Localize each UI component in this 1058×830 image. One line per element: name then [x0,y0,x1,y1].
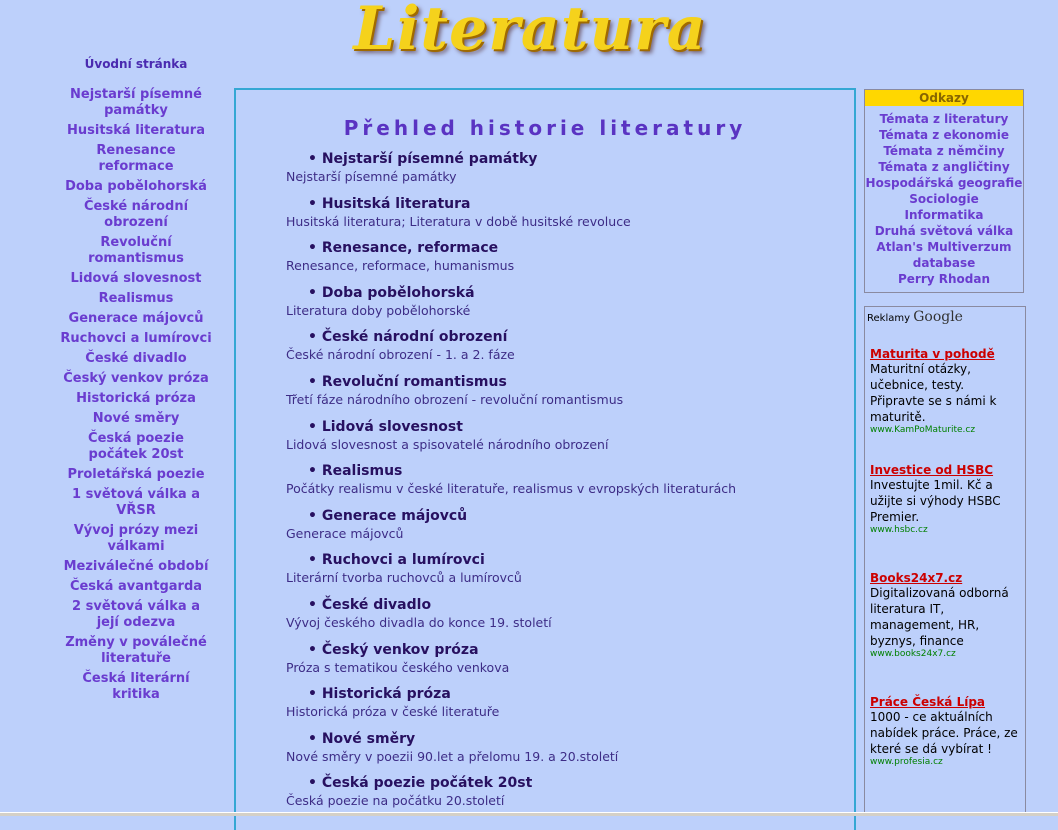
topic-entry [286,150,846,195]
ad-title[interactable]: Maturita v pohodě [870,347,995,361]
topic-description: Generace májovců [286,525,404,541]
topic-entry [286,507,846,552]
topic-description: Renesance, reformace, humanismus [286,258,515,274]
ad-item [870,695,1020,767]
nav-item[interactable]: Ruchovci a lumírovci [60,331,212,346]
nav-home-link[interactable]: Úvodní stránka [84,57,188,71]
ads-label: Reklamy [867,313,911,324]
ad-title[interactable]: Investice od HSBC [870,463,994,477]
topic-title[interactable]: Doba pobělohorská [321,284,475,301]
topic-title[interactable]: Česká poezie počátek 20st [321,775,533,792]
topic-entry [286,239,846,284]
topic-entry [286,730,846,775]
topic-entry [286,284,846,329]
topic-description: Vývoj českého divadla do konce 19. století [286,614,552,630]
links-box [864,89,1024,293]
topic-description: Nejstarší písemné památky [286,169,457,184]
topic-entry [286,462,846,507]
topic-description: Literární tvorba ruchovců a lumírovců [286,570,522,586]
link-item[interactable]: Druhá světová válka [874,224,1014,238]
google-logo: Google [913,309,963,325]
topic-link[interactable]: • Doba pobělohorská [308,284,475,301]
topic-link[interactable]: • Husitská literatura [308,195,471,212]
ad-description: Investujte 1mil. Kč a užijte si výhody HSBC Premier. [870,478,1001,524]
topic-entry [286,195,846,240]
link-item[interactable]: Atlan's Multiverzum database [876,240,1012,270]
ad-description: Maturitní otázky, učebnice, testy. Připravte se s námi k maturitě. [870,362,997,424]
nav-item[interactable]: Husitská literatura [66,123,205,138]
topic-list [286,150,846,819]
nav-item[interactable]: Renesance reformace [96,143,176,174]
topic-link[interactable]: • Renesance, reformace [308,240,499,257]
ad-item [870,571,1020,659]
topic-title[interactable]: Ruchovci a lumírovci [321,552,485,569]
nav-item[interactable]: Nové směry [92,411,180,426]
topic-link[interactable]: • Historická próza [308,686,451,703]
nav-item[interactable]: Historická próza [76,391,196,406]
topic-title[interactable]: Husitská literatura [321,195,471,212]
ad-url[interactable]: www.KamPoMaturite.cz [870,425,976,435]
nav-item[interactable]: Lidová slovesnost [70,271,202,286]
ad-title[interactable]: Books24x7.cz [870,571,963,585]
topic-link[interactable]: • Realismus [308,463,403,480]
topic-entry [286,328,846,373]
topic-title[interactable]: Český venkov próza [321,641,479,658]
link-item[interactable]: Perry Rhodan [897,272,991,286]
topic-description: Literatura doby pobělohorské [286,302,471,318]
topic-description: Próza s tematikou českého venkova [286,659,510,675]
topic-entry [286,596,846,641]
link-item[interactable]: Témata z angličtiny [878,160,1010,174]
nav-item[interactable]: Meziválečné období [63,559,209,574]
topic-title[interactable]: České národní obrození [321,329,508,346]
link-item[interactable]: Témata z literatury [879,112,1009,126]
topic-link[interactable]: • Ruchovci a lumírovci [308,552,485,569]
nav-item[interactable]: Český venkov próza [63,371,209,386]
topic-description: Historická próza v české literatuře [286,704,500,720]
ad-title[interactable]: Práce Česká Lípa [870,695,986,709]
ads-box [864,306,1026,816]
left-navigation [60,56,212,707]
ad-item [870,347,1020,435]
nav-item[interactable]: Proletářská poezie [67,467,205,482]
site-logo: Literatura [353,0,707,64]
nav-item[interactable]: Změny v poválečné literatuře [65,635,207,666]
topic-title[interactable]: Generace májovců [321,507,468,524]
nav-item[interactable]: Česká poezie počátek 20st [88,431,184,462]
topic-entry [286,418,846,463]
links-title: Odkazy [865,90,1023,106]
topic-description: Lidová slovesnost a spisovatelé národního obrození [286,436,609,452]
topic-title[interactable]: Historická próza [321,686,451,703]
link-item[interactable]: Témata z němčiny [883,144,1005,158]
nav-item[interactable]: České národní obrození [83,199,189,230]
nav-item[interactable]: 2 světová válka a její odezva [72,599,200,630]
nav-item[interactable]: Nejstarší písemné památky [70,87,202,118]
nav-item[interactable]: Česká literární kritika [82,671,190,702]
topic-description: České národní obrození - 1. a 2. fáze [286,347,515,363]
main-content-panel [234,88,856,830]
topic-link[interactable]: • Nejstarší písemné památky [308,151,538,167]
nav-item[interactable]: Realismus [98,291,174,306]
topic-link[interactable]: • České divadlo [308,596,432,613]
topic-entry [286,551,846,596]
topic-link[interactable]: • Český venkov próza [308,641,479,658]
ad-item [870,463,1020,535]
topic-link[interactable]: • Generace májovců [308,507,468,524]
topic-title[interactable]: Nové směry [321,730,416,747]
ad-description: Digitalizovaná odborná literatura IT, management, HR, byznys, finance [870,586,1009,648]
topic-title[interactable]: Realismus [321,463,403,480]
link-item[interactable]: Sociologie [909,192,979,206]
topic-description: Třetí fáze národního obrození - revoluční romantismus [286,391,624,407]
nav-item[interactable]: 1 světová válka a VŘSR [72,487,200,518]
ad-url[interactable]: www.profesia.cz [870,757,943,767]
nav-item[interactable]: Vývoj prózy mezi válkami [73,523,199,554]
nav-item[interactable]: Revoluční romantismus [88,235,184,266]
topic-link[interactable]: • České národní obrození [308,329,508,346]
nav-item[interactable]: České divadlo [85,351,187,366]
topic-description: Nové směry v poezii 90.let a přelomu 19. a 20.století [286,748,619,764]
ad-description: 1000 - ce aktuálních nabídek práce. Práce, ze které se dá vybírat ! [870,710,1018,756]
nav-item[interactable]: Česká avantgarda [69,579,203,594]
ad-url[interactable]: www.hsbc.cz [870,525,928,535]
topic-title[interactable]: Renesance, reformace [321,240,499,257]
link-item[interactable]: Informatika [904,208,984,222]
topic-description: Česká poezie na počátku 20.století [286,793,505,809]
ads-header[interactable] [867,309,963,325]
page-title: Přehled historie literatury [343,116,747,140]
nav-item[interactable]: Generace májovců [68,311,204,326]
nav-item[interactable]: Doba pobělohorská [65,179,207,194]
topic-link[interactable]: • Revoluční romantismus [308,373,507,390]
topic-title[interactable]: Lidová slovesnost [321,418,463,435]
topic-description: Husitská literatura; Literatura v době husitské revoluce [286,213,631,229]
topic-description: Počátky realismu v české literatuře, realismus v evropských literaturách [286,481,737,497]
topic-title[interactable]: Nejstarší písemné památky [321,151,538,167]
ad-url[interactable]: www.books24x7.cz [870,649,956,659]
link-item[interactable]: Hospodářská geografie [865,176,1023,190]
topic-entry [286,685,846,730]
topic-title[interactable]: České divadlo [321,596,432,613]
topic-entry [286,373,846,418]
topic-link[interactable]: • Lidová slovesnost [308,418,463,435]
topic-entry [286,641,846,686]
topic-link[interactable]: • Nové směry [308,730,416,747]
browser-status-bar [0,812,1058,816]
link-item[interactable]: Témata z ekonomie [878,128,1010,142]
topic-title[interactable]: Revoluční romantismus [321,373,507,390]
topic-link[interactable]: • Česká poezie počátek 20st [308,775,533,792]
